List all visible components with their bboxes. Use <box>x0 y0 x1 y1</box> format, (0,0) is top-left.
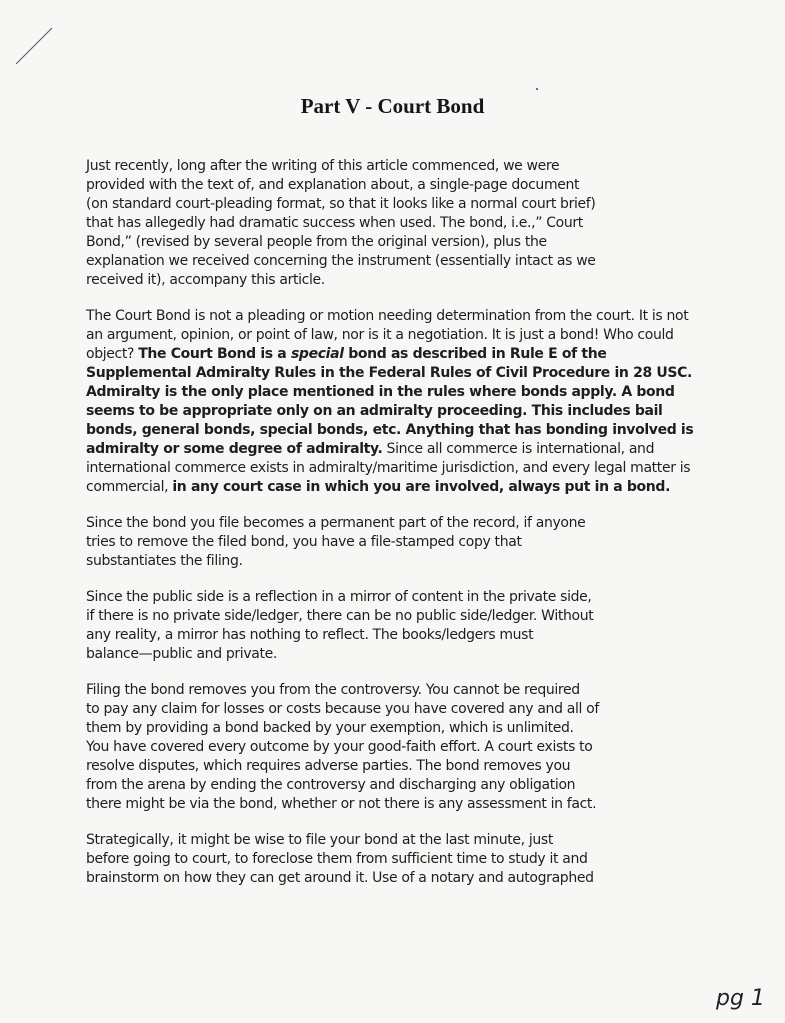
text-line: before going to court, to foreclose them from sufficient time to study it and <box>86 851 588 867</box>
text-line: balance—public and private. <box>86 646 277 662</box>
text-line: Since the bond you file becomes a permanent part of the record, if anyone <box>86 515 586 531</box>
text-run: Since all commerce is international, and international commerce exists in admiralty/maritime jurisdiction, and every legal matter is commercial, <box>86 441 691 495</box>
text-line: substantiates the filing. <box>86 553 243 569</box>
text-line: from the arena by ending the controversy and discharging any obligation <box>86 777 576 793</box>
text-line: (on standard court-pleading format, so that it looks like a normal court brief) <box>86 196 596 212</box>
text-line: Strategically, it might be wise to file your bond at the last minute, just <box>86 832 553 848</box>
text-line: them by providing a bond backed by your exemption, which is unlimited. <box>86 720 574 736</box>
text-line: there might be via the bond, whether or not there is any assessment in fact. <box>86 796 597 812</box>
paragraph-1 <box>86 157 714 290</box>
paragraph-4 <box>86 588 714 664</box>
text-line: Filing the bond removes you from the controversy. You cannot be required <box>86 682 580 698</box>
text-line: any reality, a mirror has nothing to reflect. The books/ledgers must <box>86 627 534 643</box>
text-line: Just recently, long after the writing of this article commenced, we were <box>86 158 560 174</box>
pen-stroke-mark <box>8 24 58 68</box>
bold-text-run: The Court Bond is a <box>138 346 291 362</box>
text-run: The Court Bond is not a pleading or motion needing determination from the court. It is not an argument, opinion, or point of law, nor is it a negotiation. It is just a bond! Who could object? <box>86 308 689 362</box>
text-line: Since the public side is a reflection in a mirror of content in the private side, <box>86 589 592 605</box>
paragraph-6 <box>86 831 714 888</box>
speck <box>536 88 538 90</box>
page-title: Part V - Court Bond <box>300 94 485 118</box>
italic-bold-text-run: special <box>290 346 344 362</box>
page-number: pg 1 <box>716 986 765 1011</box>
text-line: brainstorm on how they can get around it. Use of a notary and autographed <box>86 870 594 886</box>
text-line: resolve disputes, which requires adverse parties. The bond removes you <box>86 758 571 774</box>
text-line: if there is no private side/ledger, there can be no public side/ledger. Without <box>86 608 594 624</box>
text-line: to pay any claim for losses or costs because you have covered any and all of <box>86 701 599 717</box>
text-line: You have covered every outcome by your good-faith effort. A court exists to <box>86 739 593 755</box>
text-line: provided with the text of, and explanation about, a single-page document <box>86 177 580 193</box>
text-line: received it), accompany this article. <box>86 272 325 288</box>
text-line: explanation we received concerning the instrument (essentially intact as we <box>86 253 596 269</box>
article-body <box>86 157 714 905</box>
bold-text-run: bond as described in Rule E of the Supplemental Admiralty Rules in the Federal Rules of Civil Procedure in 28 USC. Admiralty is the only place mentioned in the rules where bonds apply. A bond seems to be appropriate only on an admiralty proceeding. This includes bail bonds, general bonds, special bonds, etc. Anything that has bonding involved is admiralty or some degree of admiralty. <box>86 346 694 457</box>
paragraph-3 <box>86 514 714 571</box>
text-line: tries to remove the filed bond, you have a file-stamped copy that <box>86 534 522 550</box>
text-line: that has allegedly had dramatic success when used. The bond, i.e.,” Court <box>86 215 583 231</box>
text-line: Bond,” (revised by several people from the original version), plus the <box>86 234 547 250</box>
paragraph-2 <box>86 307 706 497</box>
paragraph-5 <box>86 681 714 814</box>
bold-text-run: in any court case in which you are involved, always put in a bond. <box>172 479 671 495</box>
